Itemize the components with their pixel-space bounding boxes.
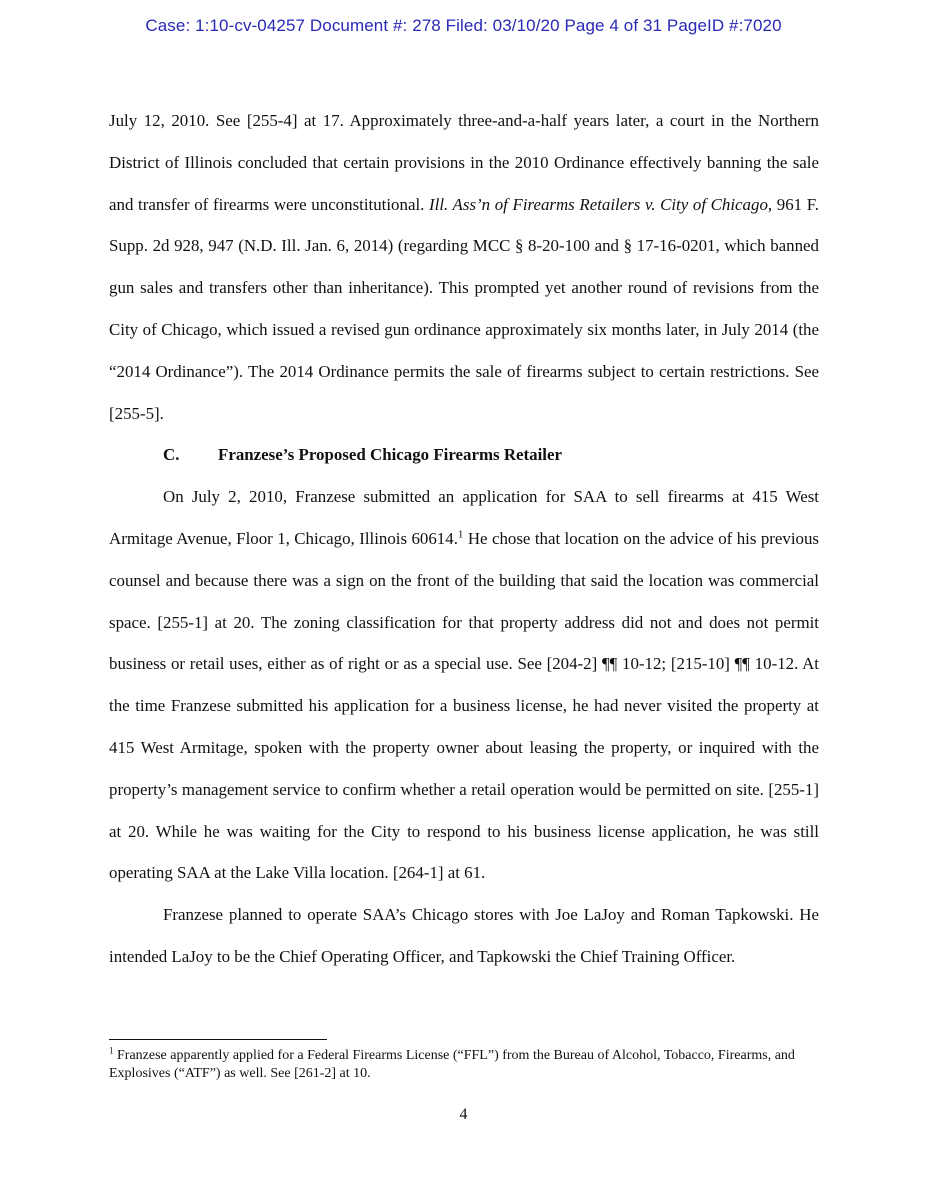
footnote-reference: 1 <box>457 528 464 541</box>
paragraph-application <box>109 476 819 894</box>
para2-text-b: He chose that location on the advice of his previous counsel and because there was a sign on the front of the building that said the location was commercial space. [255-1] at 20. The zoning classification for that property address did not and does not permit business or retail uses, either as of right or as a special use. See [204-2] ¶¶ 10-12; [215-10] ¶¶ 10-12. At the time Franzese submitted his application for a business license, he had never visited the property at 415 West Armitage, spoken with the property owner about leasing the property, or inquired with the property’s management service to confirm whether a retail operation would be permitted on site. [255-1] at 20. While he was waiting for the City to respond to his business license application, he was still operating SAA at the Lake Villa location. [264-1] at 61. <box>109 528 819 883</box>
section-title: Franzese’s Proposed Chicago Firearms Retailer <box>218 445 562 465</box>
footnote <box>109 1047 819 1083</box>
paragraph-ordinance-history <box>109 100 819 434</box>
footnote-number: 1 <box>109 1045 114 1056</box>
body-text <box>109 100 819 978</box>
section-letter: C. <box>163 445 180 465</box>
section-heading <box>109 434 819 476</box>
paragraph-staffing: Franzese planned to operate SAA’s Chicago stores with Joe LaJoy and Roman Tapkowski. He intended LaJoy to be the Chief Operating Officer, and Tapkowski the Chief Training Officer. <box>109 905 819 966</box>
footnote-separator <box>109 1039 327 1040</box>
page-number: 4 <box>459 1106 468 1123</box>
footnote-text: Franzese apparently applied for a Federal Firearms License (“FFL”) from the Bureau of Alcohol, Tobacco, Firearms, and Explosives (“ATF”) as well. See [261-2] at 10. <box>109 1048 795 1081</box>
case-header-stamp: Case: 1:10-cv-04257 Document #: 278 Filed: 03/10/20 Page 4 of 31 PageID #:7020 <box>145 16 782 35</box>
para1-text-b: , 961 F. Supp. 2d 928, 947 (N.D. Ill. Jan. 6, 2014) (regarding MCC § 8-20-100 and § 17-16-0201, which banned gun sales and transfers other than inheritance). This prompted yet another round of revisions from the City of Chicago, which issued a revised gun ordinance approximately six months later, in July 2014 (the “2014 Ordinance”). The 2014 Ordinance permits the sale of firearms subject to certain restrictions. See [255-5]. <box>109 194 819 423</box>
para1-text-a: July 12, 2010. See [255-4] at 17. Approximately three-and-a-half years later, a court in the Northern District of Illinois concluded that certain provisions in the 2010 Ordinance effectively banning the sale and transfer of firearms were unconstitutional. <box>109 111 819 214</box>
case-citation-name: Ill. Ass’n of Firearms Retailers v. City of Chicago <box>429 194 768 214</box>
para2-text-a: On July 2, 2010, Franzese submitted an application for SAA to sell firearms at 415 West Armitage Avenue, Floor 1, Chicago, Illinois 60614. <box>109 487 819 548</box>
